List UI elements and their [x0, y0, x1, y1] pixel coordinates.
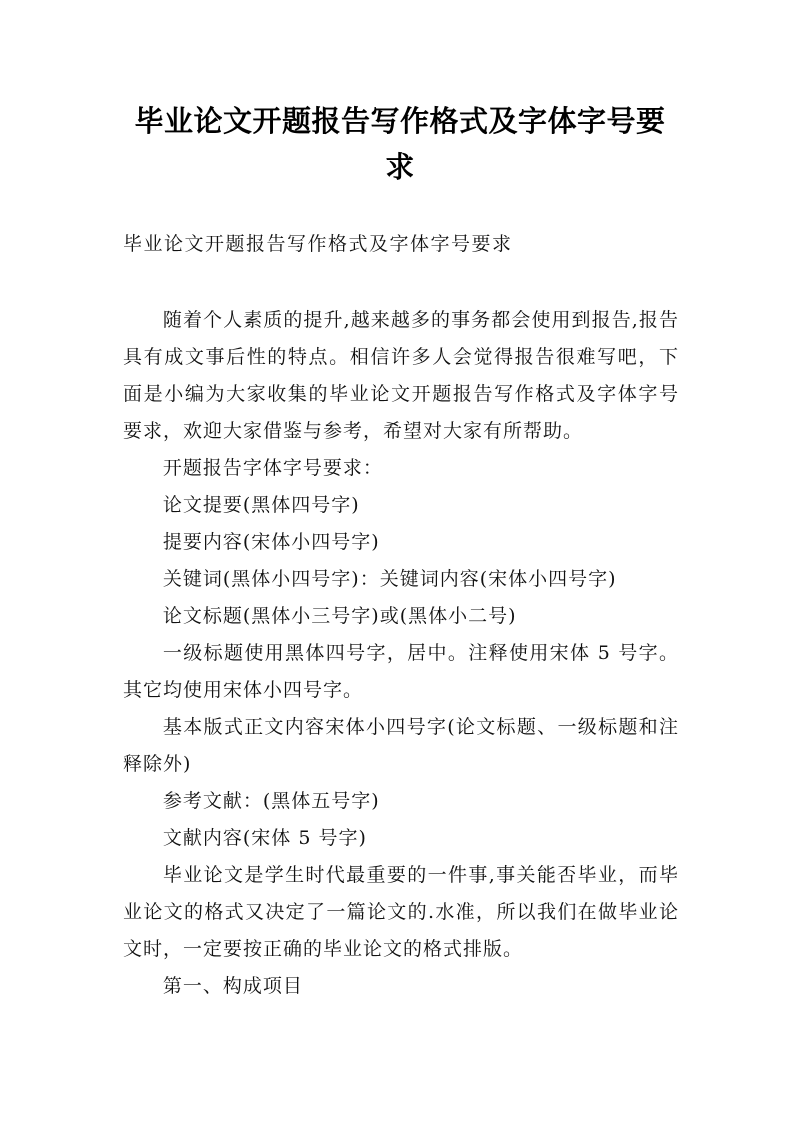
paragraph-references-content: 文献内容(宋体 5 号字) [162, 827, 367, 849]
document-title: 毕业论文开题报告写作格式及字体字号要求 [134, 104, 666, 184]
paragraph-abstract-heading: 论文提要(黑体四号字) [162, 494, 360, 516]
document-subtitle: 毕业论文开题报告写作格式及字体字号要求 [123, 233, 513, 255]
document-body [123, 302, 679, 1005]
paragraph-first-level-title: 一级标题使用黑体四号字，居中。注释使用宋体 5 号字。其它均使用宋体小四号字。 [123, 642, 679, 701]
paragraph-abstract-content: 提要内容(宋体小四号字) [162, 531, 380, 553]
paragraph-font-requirements: 开题报告字体字号要求： [162, 457, 383, 479]
paragraph-section-heading: 第一、构成项目 [162, 975, 303, 997]
paragraph-intro: 随着个人素质的提升,越来越多的事务都会使用到报告,报告具有成文事后性的特点。相信许多人会觉得报告很难写吧，下面是小编为大家收集的毕业论文开题报告写作格式及字体字号要求，欢迎大家借鉴与参考，希望对大家有所帮助。 [123, 309, 679, 442]
paragraph-basic-layout: 基本版式正文内容宋体小四号字(论文标题、一级标题和注释除外) [123, 716, 679, 775]
paragraph-importance: 毕业论文是学生时代最重要的一件事,事关能否毕业，而毕业论文的格式又决定了一篇论文的.水准，所以我们在做毕业论文时，一定要按正确的毕业论文的格式排版。 [123, 864, 679, 960]
paragraph-references-heading: 参考文献：(黑体五号字) [162, 790, 380, 812]
paragraph-paper-title: 论文标题(黑体小三号字)或(黑体小二号) [162, 605, 517, 627]
paragraph-keywords: 关键词(黑体小四号字)：关键词内容(宋体小四号字) [162, 568, 617, 590]
